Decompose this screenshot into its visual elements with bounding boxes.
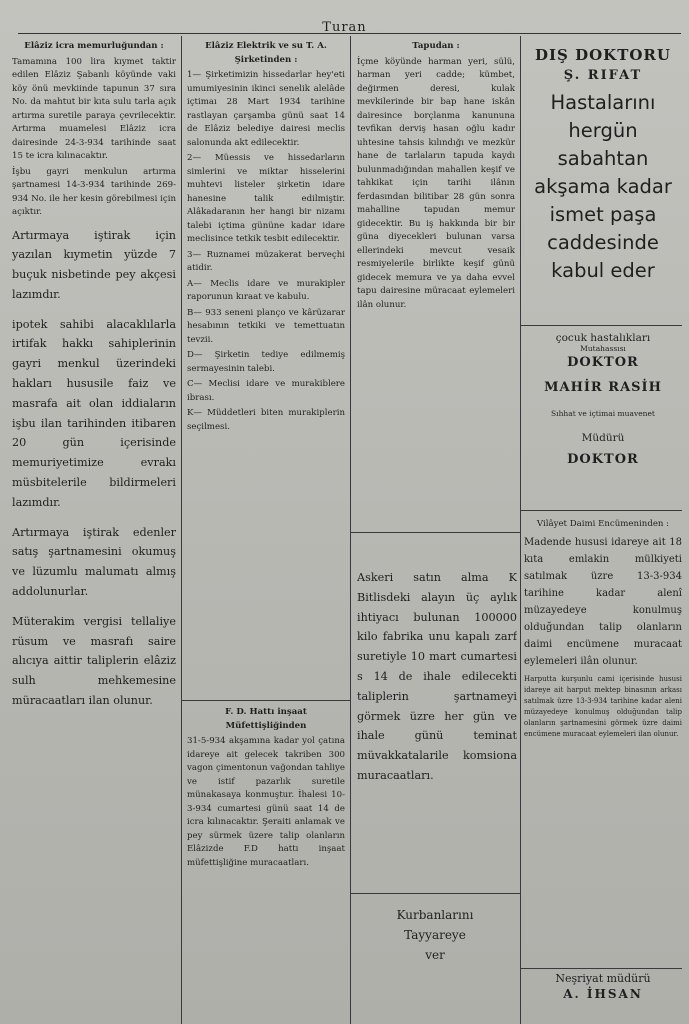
column-tapu [357, 40, 515, 530]
column3-separator-2 [350, 893, 520, 894]
electric-item-3: 3— Ruznamei müzakerat berveçhi atidir. [187, 249, 345, 273]
dentist-ad-body: Hastalarını hergün sabahtan akşama kadar ismet paşa caddesinde kabul eder [534, 91, 672, 282]
publisher-title: Neşriyat müdürü [555, 972, 651, 985]
publisher-signature [524, 972, 682, 1001]
fd-line-notice [187, 706, 345, 870]
column-electric-company [187, 40, 345, 695]
electric-item-d: D— Şirketin tediye edilmemiş sermayesinin talebi. [187, 350, 345, 374]
icra-notice-large-text [12, 226, 176, 711]
tapu-text: İçme köyünde harman yeri, sülü, harman yeri cadde; kümbet, değirmen deresi, kulak mevkilerinde bir bap hane iskân dairesince borçlanma kanununa tevfikan derviş hasan oğlu kadır uhtesine tahsis kılındığı ve mezkür hane de tarlaların tapuda kaydı bulunmadığından mahallen keşif ve tahkikat için tarihi ilânın ferdasından bilitibar 28 gün sonra mahalline tapudan memur gidecektir. Bu iş hakkında bir bir güna diyecekleri bulunan varsa ellerindeki mevcut vesaik resmiyelerile birlikte keşif günü gidecek memura ve ya daha evvel tapu dairesine müracaat eylemeleri ilân olunur. [357, 56, 515, 310]
column4-separator-1 [520, 325, 682, 326]
column-fd-line [187, 706, 345, 1016]
electric-company-notice [187, 40, 345, 434]
electric-item-k: K— Müddetleri biten murakiplerin seçilmesi. [187, 408, 345, 432]
column2-separator [181, 700, 350, 701]
icra-notice [12, 40, 176, 220]
icra-notice-heading: Elâziz icra memurluğundan : [24, 41, 164, 51]
column-vilayet [524, 518, 682, 963]
tayyare-line-1: Kurbanlarını [396, 908, 474, 922]
column-icra-notice [12, 40, 176, 1020]
dentist-ad-name: Ş. RIFAT [563, 68, 643, 83]
icra-large-paragraph-3: Artırmaya iştirak edenler satış şartnamesini okumuş ve lüzumlu malumatı almış addolunurlar. [12, 525, 176, 599]
health-dept-label: Sıhhat ve içtimai muavenet [551, 409, 655, 418]
pediatric-doctor-ad [524, 332, 682, 467]
vilayet-main-text: Madende hususi idareye ait 18 kıta emlakin mülkiyeti satılmak üzre 13-3-934 tarihine kadar alenî müzayedeye konulmuş olduğundan talip olanların daimi encümene muracaat eylemeleri ilân olunur. [524, 536, 682, 667]
column-divider-3 [520, 36, 521, 1024]
column4-separator-3 [520, 968, 682, 969]
director-label: Müdürü [581, 432, 625, 444]
vilayet-harput-text: Harputta kurşunlu cami içerisinde hususi idareye ait harput mektep binasının arkası satılmak üzre 13-3-934 tarihine kadar aleni müzayedeye konulmuş olduğundan talip olanların şartnamesini görmek üzre daimi encümene muracaat eylemeleri ilan olunur. [524, 674, 682, 738]
column-military [357, 568, 517, 868]
column4-separator-2 [520, 510, 682, 511]
electric-notice-heading: Elâziz Elektrik ve su T. A. Şirketinden : [205, 41, 327, 65]
military-text: Askeri satın alma K Bitlisdeki alayın üç aylık ihtiyacı bulunan 100000 kilo fabrika unu kapalı zarf suretiyle 10 mart cumartesi s 14 de ihale edilecekti taliplerin şartnameyi görmek üzre her gün ve ihale günü teminat müvakkatalarile komsiona muracaatları. [357, 571, 517, 782]
tapu-heading: Tapudan : [412, 41, 460, 51]
publisher-name: A. İHSAN [563, 987, 643, 1001]
tayyare-line-3: ver [425, 948, 445, 962]
fd-line-heading: F. D. Hattı inşaat Müfettişliğinden [225, 707, 307, 731]
tayyare-notice [352, 905, 518, 965]
masthead [0, 0, 689, 34]
icra-notice-paragraph-1: Tamamına 100 lira kıymet taktir edilen Elâziz Şabanlı köyünde vaki köy önü mevkiinde tapunun 37 sıra No. da mahtut bir kıta sulu tarla açık artırma suretile paraya çevrilecektir. Artırma muamelesi Elâziz icra dairesinde 24-3-934 tarihinde saat 15 te icra kılınacaktır. [12, 56, 176, 161]
pediatric-specialty: çocuk hastalıkları [555, 332, 651, 344]
dentist-ad [524, 46, 682, 285]
column-divider-2 [350, 36, 351, 1024]
column-divider-1 [181, 36, 182, 1024]
vilayet-heading: Vilâyet Daimi Encümeninden : [536, 519, 670, 529]
electric-item-c: C— Meclisi idare ve murakiblere ibrası. [187, 379, 345, 403]
pediatric-doctor-title: DOKTOR [567, 355, 639, 370]
director-doctor-title: DOKTOR [567, 452, 639, 467]
pediatric-specialist-label: Mutahassısı [580, 344, 626, 353]
dentist-ad-title: DIŞ DOKTORU [535, 46, 671, 64]
electric-item-2: 2— Müessis ve hissedarların simlerini ve miktar hisselerini muhtevi listeler şirketin idare hanesine talik edilmiştir. Alâkadaranın her hangi bir nizamı talebi içtima gününe kadar idare meclisince tetkik tesbit edilecektir. [187, 153, 345, 244]
column3-separator-1 [350, 532, 520, 533]
icra-notice-paragraph-2: İşbu gayri menkulun artırma şartnamesi 14-3-934 tarihinde 269-934 No. ile her kesin görebilmesi için açıktır. [12, 166, 176, 217]
pediatric-doctor-name: MAHİR RASİH [544, 380, 662, 395]
icra-large-paragraph-2: ipotek sahibi alacaklılarla irtifak hakkı sahiplerinin gayri menkul üzerindeki hakları hususile faiz ve masrafa ait olan iddiaların işbu ilan tarihinden itibaren 20 gün içerisinde memuriyetimize evrakı müsbitelerile bildirmeleri lazımdır. [12, 317, 176, 509]
tayyare-line-2: Tayyareye [404, 928, 466, 942]
tapu-notice [357, 40, 515, 312]
icra-large-paragraph-4: Müterakim vergisi tellaliye rüsum ve masrafı saire alıcıya aittir taliplerin elâziz sulh mehkemesine müracaatları ilan olunur. [12, 614, 176, 708]
masthead-rule [18, 33, 681, 34]
electric-item-1: 1— Şirketimizin hissedarlar hey'eti umumiyesinin ikinci senelik alelâde içtimaı 28 Mart 1934 tarihine rastlayan çarşamba günü saat 14 de Elâziz belediye dairesi meclis salonunda akt edilecektir. [187, 70, 345, 148]
icra-large-paragraph-1: Artırmaya iştirak için yazılan kıymetin yüzde 7 buçuk nisbetinde pey akçesi lazımdır. [12, 228, 176, 301]
newspaper-title: Turan [322, 20, 367, 35]
vilayet-notice [524, 518, 682, 740]
military-notice [357, 568, 517, 786]
electric-item-a: A— Meclis idare ve murakipler raporunun kıraat ve kabulu. [187, 278, 345, 302]
fd-line-text: 31-5-934 akşamına kadar yol çatına idareye ait gelecek takriben 300 vagon çimentonun vağondan tahliye ve istif pazarlık suretile münakasaya konmuştur. İhalesi 10-3-934 cumartesi günü saat 14 de icra kılınacaktır. Şeraiti anlamak ve pey sürmek üzere talip olanların Elâzizde F.D hattı inşaat müfettişliğine muracaatları. [187, 736, 345, 868]
electric-item-b: B— 933 seneni planço ve kârüzarar hesabının tetkiki ve temettuatın tevzii. [187, 307, 345, 345]
